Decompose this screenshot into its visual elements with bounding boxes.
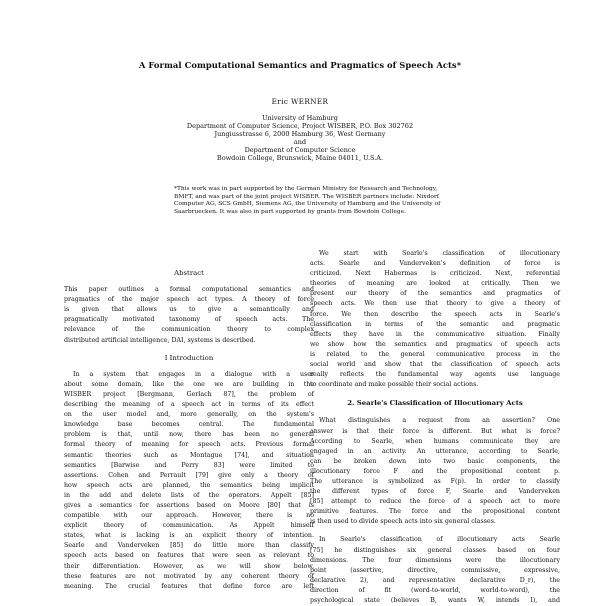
text-line: really reflects the fundamental way agents use language [310, 371, 560, 379]
text-line: speech acts based on features that were seen as relevant to [64, 552, 314, 560]
text-line: According to Searle, when humans communicate they are [310, 437, 560, 445]
text-line: pragmatically motivated taxonomy of speech acts. The [64, 316, 314, 324]
text-line: point (assertive, directive, commissive, expressive, [310, 566, 560, 574]
paper-title: A Formal Computational Semantics and Pragmatics of Speech Acts* [138, 60, 462, 70]
text-line: Searle and Vanderveken [85] do little more than classify [64, 542, 314, 550]
text-line: can be broken down into two basic components, the [310, 457, 560, 465]
text-line: illocutionary force F and the propositional content p. [310, 467, 560, 475]
text-line: and [293, 137, 307, 146]
text-line: Department of Computer Science [244, 145, 356, 154]
text-line: effects they have in the communicative situation. Finally [310, 330, 560, 338]
text-line: the different types of force F, Searle and Vanderveken [310, 488, 560, 496]
text-line: dimensions. The four dimensions were the illocutionary [310, 556, 560, 564]
text-line: compatible with our approach. However, there is no [64, 512, 314, 520]
text-line: direction of fit (word-to-world, world-to-word), the [310, 586, 560, 594]
text-line: problem is that, until now, there has been no general [64, 431, 314, 439]
text-line: classification in terms of the semantic and pragmatic [310, 320, 560, 328]
text-line: gives a semantics for assertions based on Moore [80] that is [64, 501, 314, 509]
text-line: about some domain, like the one we are building in the [64, 380, 314, 388]
text-line: formal theory of meaning for speech acts. Previous formal [64, 441, 314, 449]
section-2-heading: 2. Searle's Classification of Illocutionary Acts [347, 399, 523, 408]
text-line: social world and show that the classification of speech acts [310, 361, 560, 369]
text-line: on the user model and, more generally, on the system's [64, 411, 314, 419]
text-line: knowledge base becomes central. The fundamental [64, 421, 314, 429]
text-line: is then used to divide speech acts into six general classes. [310, 518, 496, 526]
text-line: is related to the general communicative process in the [310, 350, 560, 358]
text-line: We start with Searle's classification of illocutionary [319, 250, 560, 257]
text-line: primitive features. The force and the propositional content [310, 508, 560, 516]
text-line: semantic theories such as Montague [74], and situation [64, 451, 314, 459]
text-line: In a system that engages in a dialogue with a user [73, 370, 314, 378]
text-line: speech acts. We then use that theory to give a theory of [310, 300, 560, 308]
author-affiliation [0, 115, 600, 162]
text-line: psychological state (believes B, wants W, intends I), and [310, 597, 560, 604]
text-line: acts. Searle and Vanderveken's definition of force is [310, 260, 560, 268]
text-line: Saarbruecken. It was also in part supported by grants from Bowdoin College. [174, 208, 406, 215]
text-line: present our theory of the semantics and pragmatics of [310, 290, 560, 298]
right-column [310, 249, 560, 606]
introduction-continued-text [310, 249, 560, 390]
text-line: answer is that their force is different. But what is force? [310, 427, 560, 435]
section-2-paragraph-1 [310, 416, 560, 527]
text-line: force. We then describe the speech acts in Searle's [310, 310, 560, 318]
text-line: The utterance is symbolized as F(p). In order to classify [310, 477, 560, 485]
text-line: What distinguishes a request from an assertion? One [319, 417, 560, 425]
text-line: we show how the semantics and pragmatics of speech acts [310, 340, 560, 348]
text-line: *This work was in part supported by the German Ministry for Research and Technology, [174, 186, 438, 192]
text-line: [75] he distinguishes six general classes based on four [310, 546, 560, 554]
text-line: theories of meaning are looked at critically. Then we [310, 280, 560, 288]
text-line: engaged in an activity. An utterance, according to Searle, [310, 447, 560, 455]
abstract-text [64, 285, 314, 346]
text-line: how speech acts are planned, the semantics being implicit [64, 481, 314, 489]
text-line: Computer AG, SCS GmbH, Siemens AG, the University of Hamburg and the University of [174, 201, 441, 208]
text-line: meaning. The crucial features that define force are left [64, 582, 314, 590]
text-line: assertions. Cohen and Perrault [79] give only a theory of [64, 471, 314, 479]
text-line: This paper outlines a formal computational semantics and [64, 286, 314, 294]
text-line: Jungiusstrasse 6, 2000 Hamburg 36, West Germany [214, 129, 386, 138]
text-line: to coordinate and make possible their social actions. [310, 381, 479, 389]
text-line: in the add and delete lists of the operators. Appelt [85] [64, 491, 314, 499]
text-line: In Searle's classification of illocutionary acts Searle [319, 536, 560, 544]
left-column [64, 268, 314, 592]
text-line: relevance of the communication theory to complex [64, 326, 314, 334]
text-line: distributed artificial intelligence, DAI, systems is described. [64, 336, 256, 344]
funding-footnote [174, 186, 444, 216]
text-line: University of Hamburg [262, 114, 338, 122]
text-line: semantics [Barwise and Perry 83] were limited to [64, 461, 314, 469]
introduction-text [64, 370, 314, 592]
text-line: declarative 2), and representative declarative D_r), the [310, 576, 560, 584]
text-line: BMFT, and was part of the joint project WISBER. The WISBER partners include: Nixdorf [174, 193, 439, 200]
text-line: WISBER project [Bergmann, Gerlach 87], the problem of [64, 390, 314, 398]
text-line: pragmatics of the major speech act types. A theory of force [64, 296, 314, 304]
text-line: [85] attempt to reduce the force of a speech act to more [310, 498, 560, 506]
text-line: states, what is lacking is an explicit theory of intention. [64, 532, 314, 540]
text-line: these features are not motivated by any coherent theory of [64, 572, 314, 580]
introduction-heading: I Introduction [164, 353, 214, 362]
abstract-heading: Abstract [174, 269, 204, 277]
paper-author: Eric WERNER [271, 97, 329, 106]
text-line: criticized. Next Habermas is criticized. Next, referential [310, 270, 560, 278]
text-line: Department of Computer Science, Project WISBER, P.O. Box 302762 [186, 121, 414, 130]
section-2-paragraph-2 [310, 535, 560, 606]
text-line: describing the meaning of a speech act in terms of its effect [64, 401, 314, 409]
text-line: explicit theory of communication. As Appelt himself [64, 522, 314, 530]
text-line: is given that allows us to give a semantically and [64, 306, 314, 314]
text-line: Bowdoin College, Brunswick, Maine 04011, U.S.A. [216, 153, 384, 162]
text-line: their differentiation. However, as we will show below, [64, 562, 314, 570]
